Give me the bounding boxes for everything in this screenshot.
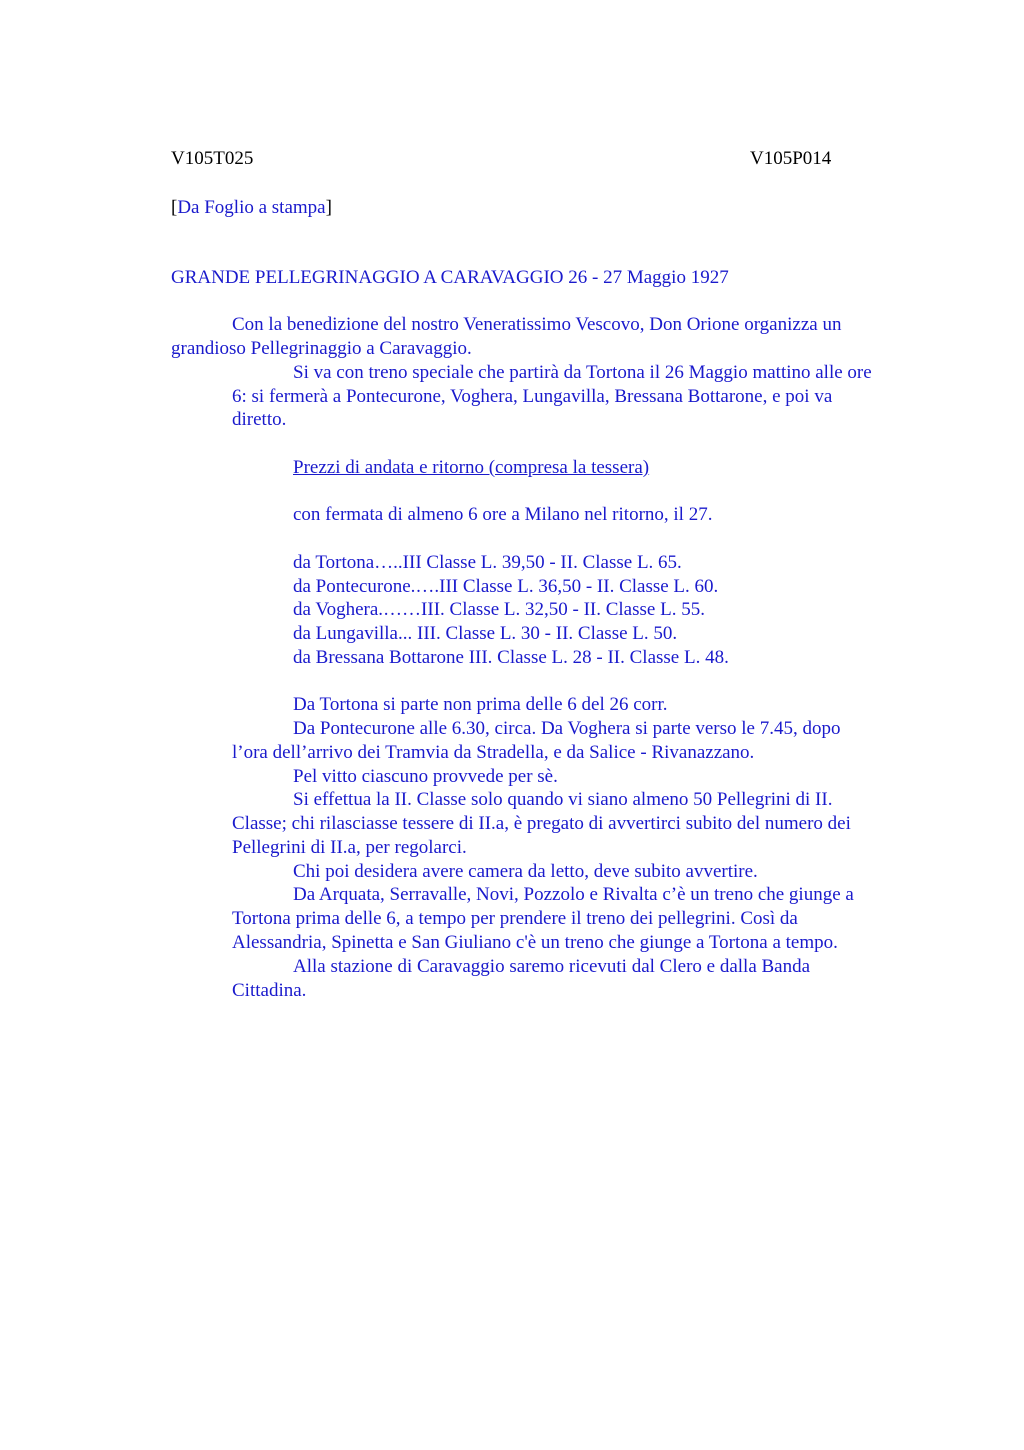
intro-p1-line2: grandioso Pellegrinaggio a Caravaggio. [171,338,472,359]
detail-connections-line1: Da Arquata, Serravalle, Novi, Pozzolo e Rivalta c’è un treno che giunge a [293,884,854,905]
detail-connections-line3: Alessandria, Spinetta e San Giuliano c'è un treno che giunge a Tortona a tempo. [232,932,838,953]
document-code-left: V105T025 [171,148,254,169]
source-text: Da Foglio a stampa [177,197,326,218]
detail-departure-tortona: Da Tortona si parte non prima delle 6 del 26 corr. [293,694,668,715]
intro-p2-line2: 6: si fermerà a Pontecurone, Voghera, Lungavilla, Bressana Bottarone, e poi va [232,386,833,407]
document-code-right: V105P014 [750,148,832,169]
price-row-voghera: da Voghera.……III. Classe L. 32,50 - II. Classe L. 55. [293,599,705,620]
detail-second-class-line1: Si effettua la II. Classe solo quando vi siano almeno 50 Pellegrini di II. [293,789,833,810]
price-row-lungavilla: da Lungavilla... III. Classe L. 30 - II. Classe L. 50. [293,623,678,644]
document-title: GRANDE PELLEGRINAGGIO A CARAVAGGIO 26 - 27 Maggio 1927 [171,267,729,288]
detail-reception-line2: Cittadina. [232,980,307,1001]
intro-p1-line1: Con la benedizione del nostro Veneratissimo Vescovo, Don Orione organizza un [232,314,842,335]
source-close-bracket: ] [325,197,332,218]
detail-bedroom: Chi poi desidera avere camera da letto, deve subito avvertire. [293,861,758,882]
source-open-bracket: [ [171,197,178,218]
intro-p2-line3: diretto. [232,409,287,430]
prices-note: con fermata di almeno 6 ore a Milano nel ritorno, il 27. [293,504,713,525]
detail-pontecurone-line2: l’ora dell’arrivo dei Tramvia da Stradella, e da Salice - Rivanazzano. [232,742,755,763]
source-note [171,196,332,220]
detail-meals: Pel vitto ciascuno provvede per sè. [293,766,558,787]
detail-second-class-line2: Classe; chi rilasciasse tessere di II.a, è pregato di avvertirci subito del numero dei [232,813,851,834]
intro-p2-line1: Si va con treno speciale che partirà da Tortona il 26 Maggio mattino alle ore [293,362,872,383]
detail-pontecurone-line1: Da Pontecurone alle 6.30, circa. Da Voghera si parte verso le 7.45, dopo [293,718,841,739]
detail-reception-line1: Alla stazione di Caravaggio saremo ricevuti dal Clero e dalla Banda [293,956,811,977]
prices-heading: Prezzi di andata e ritorno (compresa la tessera) [293,457,650,478]
price-row-pontecurone: da Pontecurone.….III Classe L. 36,50 - II. Classe L. 60. [293,576,719,597]
detail-connections-line2: Tortona prima delle 6, a tempo per prendere il treno dei pellegrini. Così da [232,908,798,929]
detail-second-class-line3: Pellegrini di II.a, per regolarci. [232,837,467,858]
price-row-tortona: da Tortona…..III Classe L. 39,50 - II. Classe L. 65. [293,552,682,573]
price-row-bressana: da Bressana Bottarone III. Classe L. 28 - II. Classe L. 48. [293,647,729,668]
